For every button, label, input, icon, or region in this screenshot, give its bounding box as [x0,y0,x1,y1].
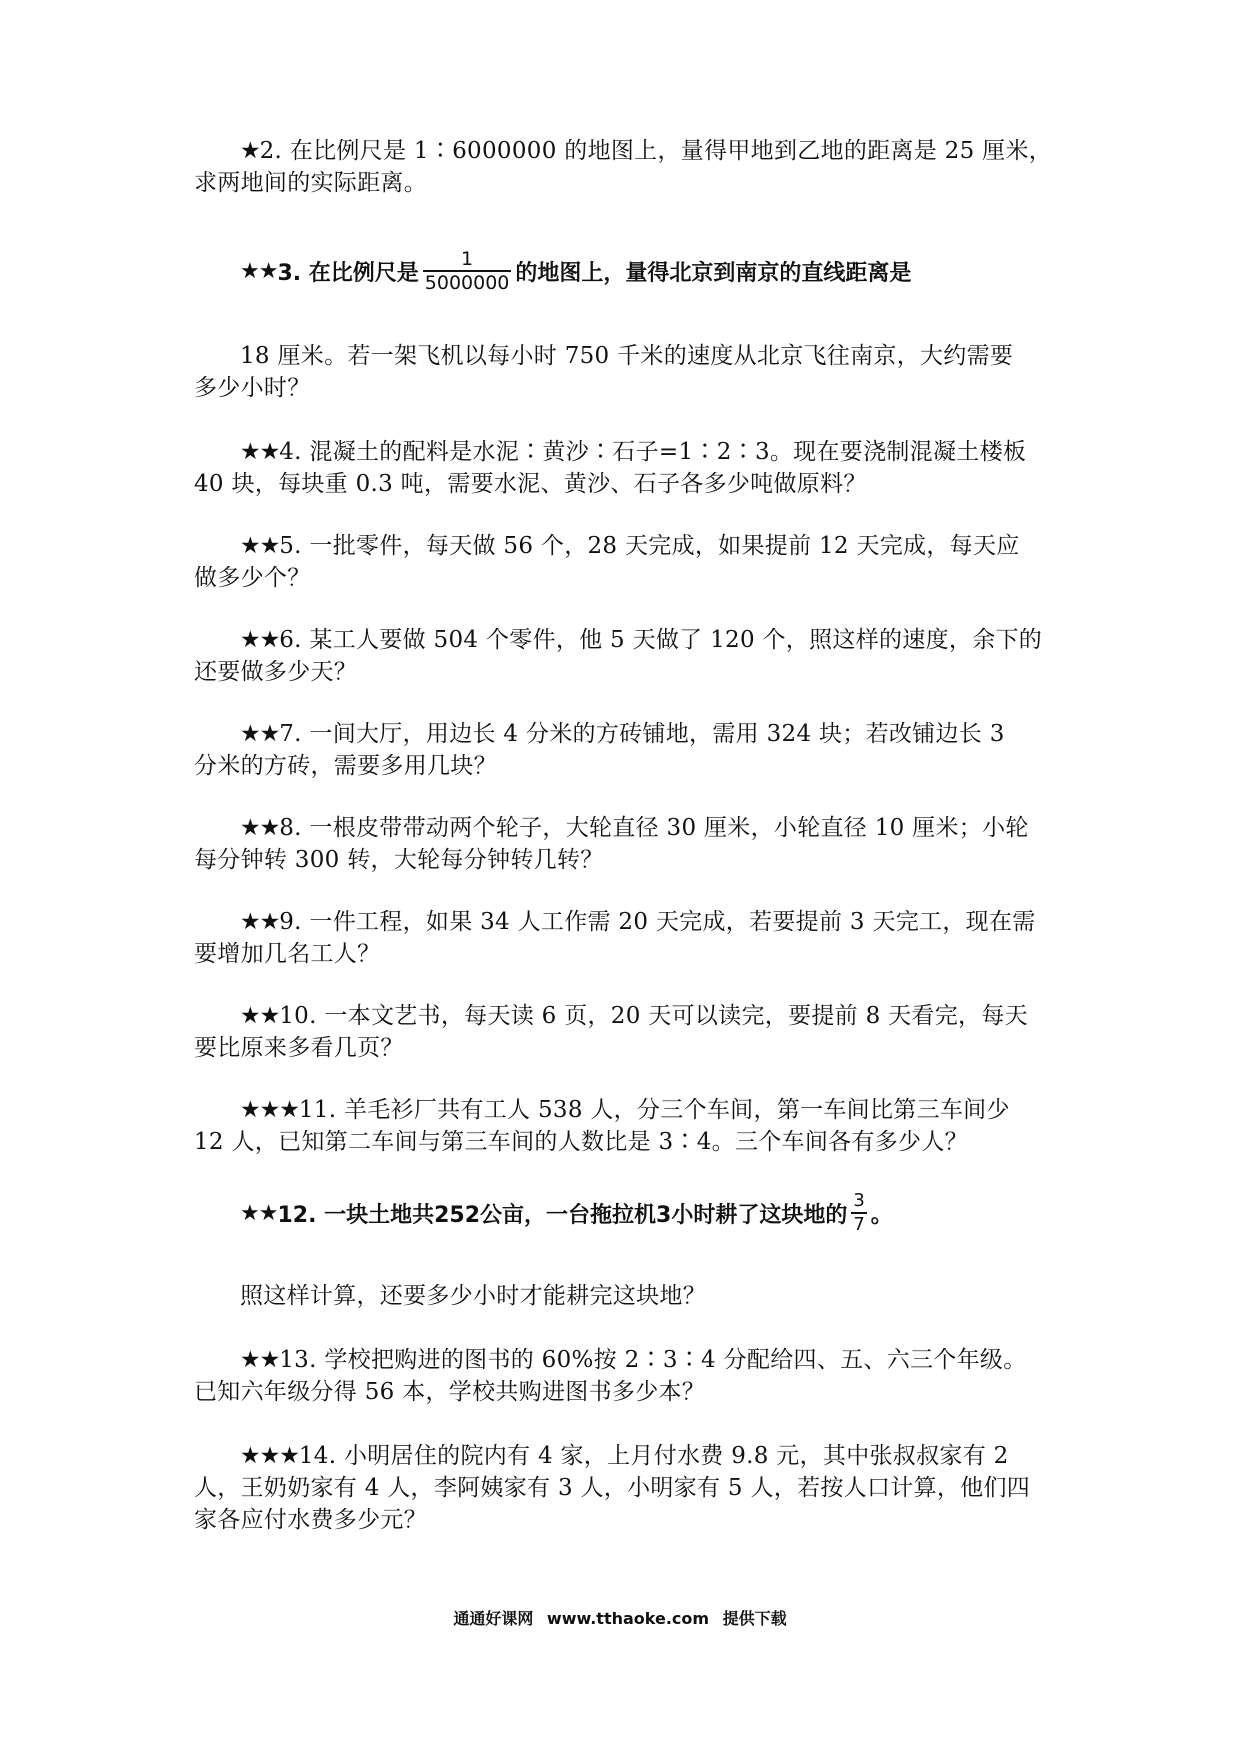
difficulty-stars: ★★ [240,439,280,465]
problem-13-line-2: 已知六年级分得 56 本，学校共购进图书多少本？ [194,1379,706,1405]
problem-11-line-1 [240,1094,1010,1126]
difficulty-stars: ★★★ [240,1443,299,1469]
difficulty-stars: ★★ [240,533,280,559]
page-footer [0,1606,1240,1629]
difficulty-stars: ★★ [240,815,280,841]
problem-14-line-3: 家各应付水费多少元？ [194,1507,427,1533]
problem-4-line-1 [240,436,1026,468]
problem-text: 。 [870,1202,893,1228]
difficulty-stars: ★★ [240,627,280,653]
problem-text: 14. 小明居住的院内有 4 家，上月付水费 9.8 元，其中张叔叔家有 2 [298,1443,1009,1469]
problem-text: 的地图上，量得北京到南京的直线距离是 [515,260,912,286]
footer-url-link[interactable]: www.tthaoke.com [546,1609,710,1628]
problem-text: 3. 在比例尺是 [277,260,419,286]
difficulty-stars: ★★ [240,909,280,935]
problem-3-line-1 [240,248,911,294]
problem-text: 6. 某工人要做 504 个零件，他 5 天做了 120 个，照这样的速度，余下的 [279,627,1043,653]
problem-11-line-2: 12 人，已知第二车间与第三车间的人数比是 3∶4。三个车间各有多少人？ [194,1129,968,1155]
problem-7-line-2: 分米的方砖，需要多用几块？ [194,753,497,779]
problem-text: 4. 混凝土的配料是水泥∶黄沙∶石子=1∶2∶3。现在要浇制混凝土楼板 [279,439,1027,465]
problem-10-line-2: 要比原来多看几页？ [194,1035,404,1061]
problem-14-line-1 [240,1440,1009,1472]
problem-3-line-3: 多少小时？ [194,375,311,401]
problem-14-line-2: 人，王奶奶家有 4 人，李阿姨家有 3 人，小明家有 5 人，若按人口计算，他们四 [194,1475,1031,1501]
problem-text: 11. 羊毛衫厂共有工人 538 人，分三个车间，第一车间比第三车间少 [298,1097,1010,1123]
problem-9-line-1 [240,906,1036,938]
problem-text: 13. 学校把购进的图书的 60%按 2∶3∶4 分配给四、五、六三个年级。 [279,1347,1027,1373]
scale-fraction [423,248,512,294]
difficulty-stars: ★★ [240,1200,278,1226]
problem-2-line-2: 求两地间的实际距离。 [194,170,427,196]
fraction-numerator: 1 [461,248,474,270]
difficulty-stars: ★★ [240,721,280,747]
problem-10-line-1 [240,1000,1028,1032]
difficulty-stars: ★ [240,138,260,164]
problem-text: 10. 一本文艺书，每天读 6 页，20 天可以读完，要提前 8 天看完，每天 [279,1003,1028,1029]
problem-13-line-1 [240,1344,1027,1376]
difficulty-stars: ★★ [240,258,278,284]
problem-6-line-1 [240,624,1042,656]
problem-3-line-2: 18 厘米。若一架飞机以每小时 750 千米的速度从北京飞往南京，大约需要 [240,343,1014,369]
difficulty-stars: ★★ [240,1003,280,1029]
footer-suffix: 提供下载 [722,1609,787,1628]
problem-text: 5. 一批零件，每天做 56 个，28 天完成，如果提前 12 天完成，每天应 [279,533,1020,559]
problem-5-line-1 [240,530,1020,562]
fraction-denominator: 5000000 [424,272,510,294]
fraction-numerator: 3 [853,1190,865,1211]
problem-5-line-2: 做多少个？ [194,565,311,591]
problem-12-line-2: 照这样计算，还要多少小时才能耕完这块地？ [240,1283,706,1309]
problem-text: 8. 一根皮带带动两个轮子，大轮直径 30 厘米，小轮直径 10 厘米；小轮 [279,815,1029,841]
problem-8-line-1 [240,812,1029,844]
problem-text: 7. 一间大厅，用边长 4 分米的方砖铺地，需用 324 块；若改铺边长 3 [279,721,1005,747]
problem-6-line-2: 还要做多少天？ [194,659,358,685]
fraction-denominator: 7 [853,1214,865,1235]
problem-2-line-1 [240,135,1052,167]
problem-text: 9. 一件工程，如果 34 人工作需 20 天完成，若要提前 3 天完工，现在需 [279,909,1036,935]
difficulty-stars: ★★★ [240,1097,299,1123]
problem-12-line-1 [240,1190,893,1236]
problem-4-line-2: 40 块，每块重 0.3 吨，需要水泥、黄沙、石子各多少吨做原料？ [194,471,867,497]
part-fraction [851,1190,866,1236]
problem-7-line-1 [240,718,1005,750]
problem-8-line-2: 每分钟转 300 转，大轮每分钟转几转？ [194,847,604,873]
footer-site-name: 通通好课网 [453,1609,534,1628]
difficulty-stars: ★★ [240,1347,280,1373]
problem-text: 12. 一块土地共252公亩，一台拖拉机3小时耕了这块地的 [277,1202,848,1228]
problem-9-line-2: 要增加几名工人？ [194,941,381,967]
problem-text: 2. 在比例尺是 1∶6000000 的地图上，量得甲地到乙地的距离是 25 厘米， [259,138,1053,164]
